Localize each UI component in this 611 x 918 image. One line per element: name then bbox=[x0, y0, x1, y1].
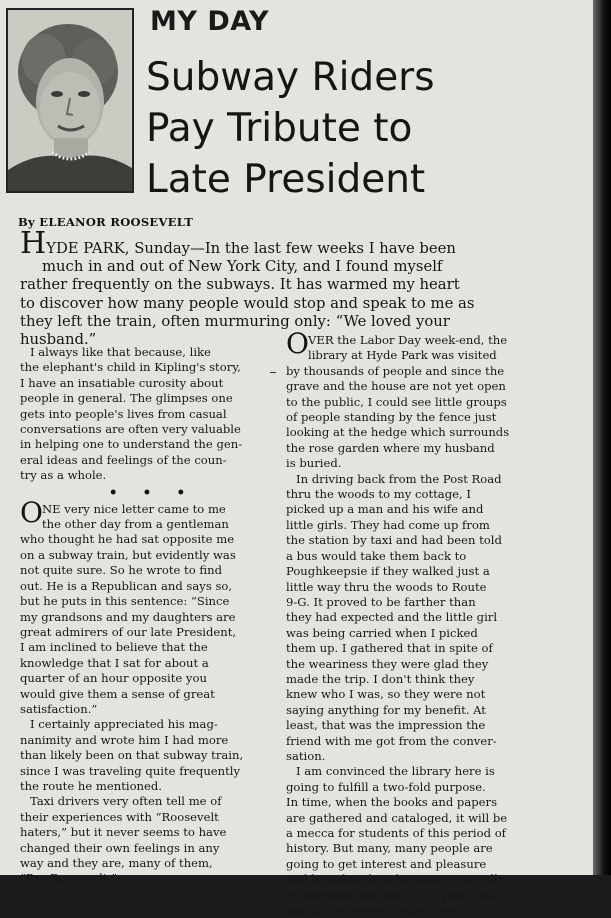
text-line: “Pro-Roosevelt.” bbox=[20, 871, 118, 886]
text-line: NE very nice letter came to me bbox=[42, 501, 226, 516]
text-line: knew who I was, so they were not bbox=[286, 687, 486, 702]
text-line: and broaden their horizons generally bbox=[286, 872, 505, 887]
headline-line: Subway Riders bbox=[146, 55, 435, 100]
text-line: was being carried when I picked bbox=[286, 625, 478, 640]
paragraph bbox=[286, 327, 532, 364]
lede-line: they left the train, often murmuring only: “We loved your bbox=[20, 312, 450, 330]
paragraph bbox=[286, 472, 532, 765]
text-line: who thought he had sat opposite me bbox=[20, 532, 235, 547]
text-line: great admirers of our late President, bbox=[20, 624, 237, 639]
text-line: to the public, I could see little groups bbox=[286, 394, 507, 409]
text-line: are gathered and cataloged, it will be bbox=[286, 810, 508, 825]
text-line: friend with me got from the conver- bbox=[286, 733, 497, 748]
text-line: little way thru the woods to Route bbox=[286, 579, 487, 594]
section-separator: • • • bbox=[108, 484, 196, 501]
text-line: their experiences with “Roosevelt bbox=[20, 809, 219, 824]
byline: By ELEANOR ROOSEVELT bbox=[18, 215, 194, 229]
text-line: VER the Labor Day week-end, the bbox=[308, 333, 508, 347]
text-line: is buried. bbox=[286, 456, 342, 471]
paragraph bbox=[20, 345, 272, 484]
headline-line: Pay Tribute to bbox=[146, 106, 413, 151]
headline-line: Late President bbox=[146, 157, 426, 202]
headline bbox=[146, 52, 586, 205]
text-line: going to get interest and pleasure bbox=[286, 856, 487, 871]
text-line: I always like that because, like bbox=[30, 345, 211, 359]
right-column bbox=[286, 327, 532, 918]
text-line: my grandsons and my daughters are bbox=[20, 609, 236, 624]
text-line: grave and the house are not yet open bbox=[286, 379, 506, 394]
text-line: 9-G. It proved to be farther than bbox=[286, 594, 476, 609]
text-line: the station by taxi and had been told bbox=[286, 533, 502, 548]
text-line: I am convinced the library here is bbox=[296, 764, 495, 779]
dropcap: O bbox=[286, 327, 309, 360]
lede-line: rather frequently on the subways. It has warmed my heart bbox=[20, 276, 460, 294]
text-line: quarter of an hour opposite you bbox=[20, 671, 207, 686]
left-column bbox=[20, 345, 272, 887]
text-line: the other day from a gentleman bbox=[42, 517, 229, 532]
text-line: them up. I gathered that in spite of bbox=[286, 641, 493, 656]
text-line: by thousands of people and since the bbox=[286, 363, 505, 378]
text-line: made the trip. I don't think they bbox=[286, 671, 475, 686]
text-line: satisfaction.” bbox=[20, 701, 98, 716]
text-line: in helping one to understand the gen- bbox=[20, 437, 243, 452]
text-line: ing at the general collections. bbox=[286, 903, 462, 918]
paragraph bbox=[20, 532, 272, 717]
text-line: In driving back from the Post Road bbox=[296, 471, 502, 486]
scan-edge bbox=[593, 0, 611, 875]
lede-line: to discover how many people would stop and speak to me as bbox=[20, 294, 475, 312]
text-line: Poughkeepsie if they walked just a bbox=[286, 564, 490, 579]
text-line: the route he mentioned. bbox=[20, 778, 162, 793]
text-line: the weariness they were glad they bbox=[286, 656, 489, 671]
paragraph bbox=[20, 794, 272, 886]
lede-line: YDE PARK, Sunday—In the last few weeks I have been bbox=[46, 240, 456, 257]
text-line: but he puts in this sentence: “Since bbox=[20, 594, 230, 609]
text-line: looking at the hedge which surrounds bbox=[286, 425, 510, 440]
author-portrait bbox=[6, 8, 134, 193]
text-line: knowledge that I sat for about a bbox=[20, 655, 209, 670]
text-line: on a subway train, but evidently was bbox=[20, 547, 236, 562]
paragraph bbox=[286, 764, 532, 918]
text-line: not quite sure. So he wrote to find bbox=[20, 563, 223, 578]
text-line: a bus would take them back to bbox=[286, 548, 467, 563]
text-line: eral ideas and feelings of the coun- bbox=[20, 452, 227, 467]
text-line: people in general. The glimpses one bbox=[20, 391, 233, 406]
text-line: by spending an hour or so just look- bbox=[286, 887, 497, 902]
text-line: the elephant's child in Kipling's story, bbox=[20, 360, 241, 375]
text-line: they had expected and the little girl bbox=[286, 610, 498, 625]
text-line: haters,” but it never seems to have bbox=[20, 825, 227, 840]
text-line: library at Hyde Park was visited bbox=[308, 348, 497, 363]
text-line: than likely been on that subway train, bbox=[20, 748, 244, 763]
text-line: Taxi drivers very often tell me of bbox=[30, 794, 222, 809]
lede-dropcap: H bbox=[20, 226, 47, 261]
text-line: sation. bbox=[286, 748, 326, 763]
paragraph bbox=[20, 495, 272, 533]
text-line: going to fulfill a two-fold purpose. bbox=[286, 779, 486, 794]
text-line: gets into people's lives from casual bbox=[20, 406, 227, 421]
text-line: would give them a sense of great bbox=[20, 686, 215, 701]
text-line: since I was traveling quite frequently bbox=[20, 763, 241, 778]
text-line: little girls. They had come up from bbox=[286, 517, 490, 532]
text-line: out. He is a Republican and says so, bbox=[20, 578, 233, 593]
text-line: way and they are, many of them, bbox=[20, 856, 213, 870]
column-kicker: MY DAY bbox=[150, 6, 270, 37]
text-line: of people standing by the fence just bbox=[286, 410, 497, 425]
text-line: In time, when the books and papers bbox=[286, 795, 498, 810]
text-line: try as a whole. bbox=[20, 468, 107, 483]
text-line: a mecca for students of this period of bbox=[286, 826, 506, 840]
text-line: nanimity and wrote him I had more bbox=[20, 732, 229, 747]
lede-line: husband.” bbox=[20, 331, 97, 349]
text-line: I am inclined to believe that the bbox=[20, 640, 208, 655]
text-line: I have an insatiable curosity about bbox=[20, 375, 224, 390]
text-line: conversations are often very valuable bbox=[20, 422, 241, 437]
text-line: I certainly appreciated his mag- bbox=[30, 717, 218, 732]
text-line: thru the woods to my cottage, I bbox=[286, 487, 471, 502]
paragraph bbox=[286, 364, 532, 472]
lede-line: much in and out of New York City, and I found myself bbox=[42, 258, 443, 276]
text-line: changed their own feelings in any bbox=[20, 840, 220, 855]
text-line: least, that was the impression the bbox=[286, 718, 486, 733]
text-line: history. But many, many people are bbox=[286, 841, 493, 856]
portrait-image bbox=[8, 10, 132, 191]
dropcap: O bbox=[20, 495, 43, 529]
text-line: saying anything for my benefit. At bbox=[286, 702, 486, 717]
text-line: picked up a man and his wife and bbox=[286, 502, 484, 517]
text-line: the rose garden where my husband bbox=[286, 440, 495, 455]
paragraph bbox=[20, 717, 272, 794]
